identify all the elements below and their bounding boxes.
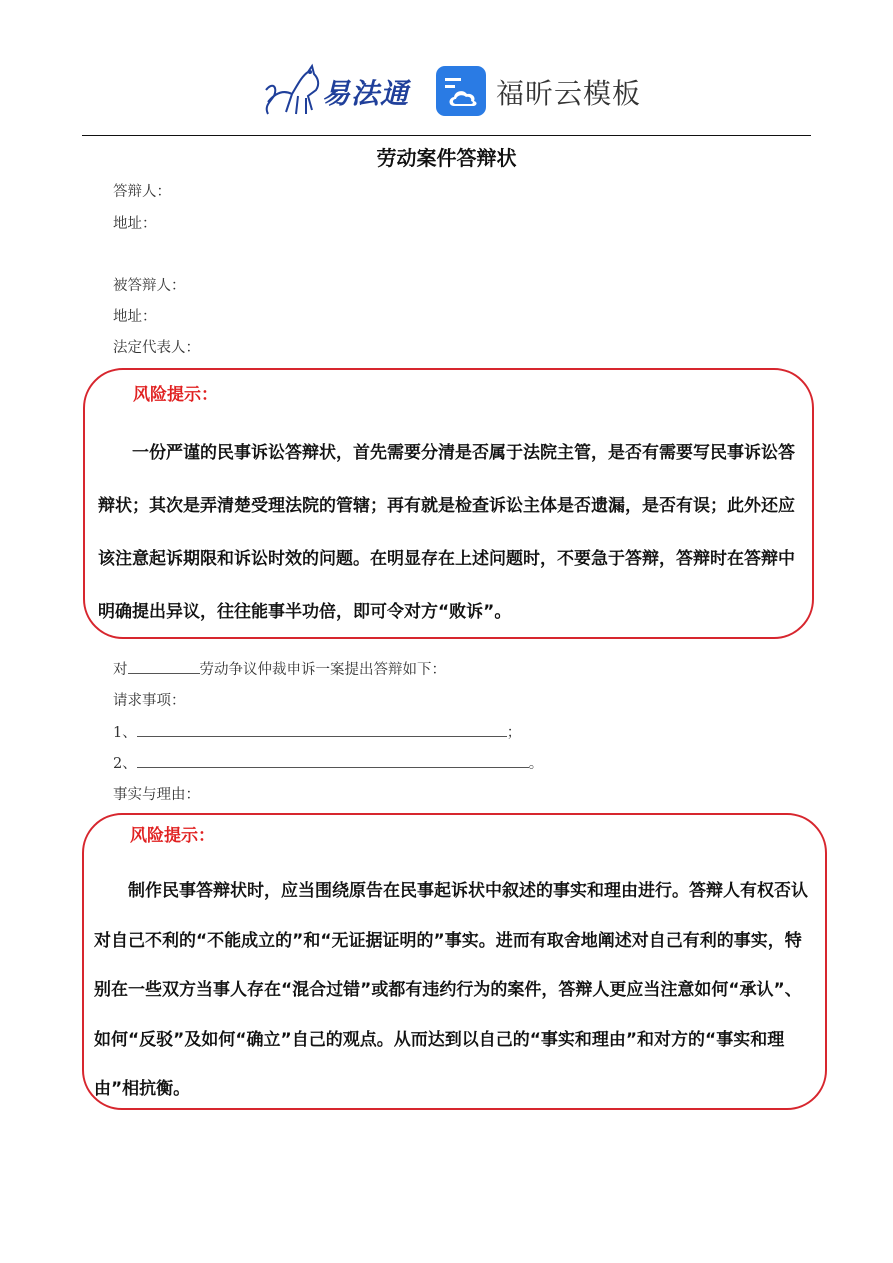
risk-tip-box-2 (82, 813, 827, 1110)
intro-prefix: 对 (113, 662, 128, 678)
opponent-address-label: 地址： (113, 309, 157, 325)
header-divider (82, 135, 811, 136)
request-item-2 (113, 752, 543, 773)
legal-rep-label: 法定代表人： (113, 340, 200, 356)
request-blank-1[interactable] (137, 721, 507, 737)
request-end: ； (506, 725, 522, 741)
cloud-doc-icon (436, 66, 486, 116)
document-title: 劳动案件答辩状 (376, 146, 517, 170)
risk-tip-box-1 (83, 368, 814, 639)
intro-line (113, 658, 446, 679)
header (0, 58, 893, 124)
request-blank-2[interactable] (137, 752, 529, 768)
requests-label: 请求事项： (113, 693, 186, 709)
opponent-label: 被答辩人： (113, 278, 186, 294)
intro-suffix: 劳动争议仲裁申诉一案提出答辩如下： (199, 662, 446, 678)
respondent-label: 答辩人： (113, 184, 171, 200)
risk-tip-body: 一份严谨的民事诉讼答辩状，首先需要分清是否属于法院主管，是否有需要写民事诉讼答辩状；其次是弄清楚受理法院的管辖；再有就是检查诉讼主体是否遗漏，是否有误；此外还应该注意起诉期限和诉讼时效的问题。在明显存在上述问题时，不要急于答辩，答辩时在答辩中明确提出异议，往往能事半功倍，即可令对方“败诉”。 (98, 443, 795, 622)
facts-label: 事实与理由： (113, 787, 200, 803)
request-end: 。 (528, 756, 544, 772)
brand-name-yifatong: 易法通 (322, 77, 410, 110)
request-item-1 (113, 721, 521, 742)
respondent-address-label: 地址： (113, 216, 157, 232)
request-number: 1、 (113, 725, 137, 741)
risk-tip-title: 风险提示： (133, 385, 218, 405)
brand-name-foxit-template: 福昕云模板 (496, 77, 642, 110)
request-number: 2、 (113, 756, 137, 772)
risk-tip-body: 制作民事答辩状时，应当围绕原告在民事起诉状中叙述的事实和理由进行。答辩人有权否认对自己不利的“不能成立的”和“无证据证明的”事实。进而有取舍地阐述对自己有利的事实，特别在一些双方当事人存在“混合过错”或都有违约行为的案件，答辩人更应当注意如何“承认”、如何“反驳”及如何“确立”自己的观点。从而达到以自己的“事实和理由”和对方的“事实和理由”相抗衡。 (94, 881, 808, 1099)
case-party-blank[interactable] (128, 658, 200, 674)
risk-tip-title: 风险提示： (130, 826, 215, 846)
